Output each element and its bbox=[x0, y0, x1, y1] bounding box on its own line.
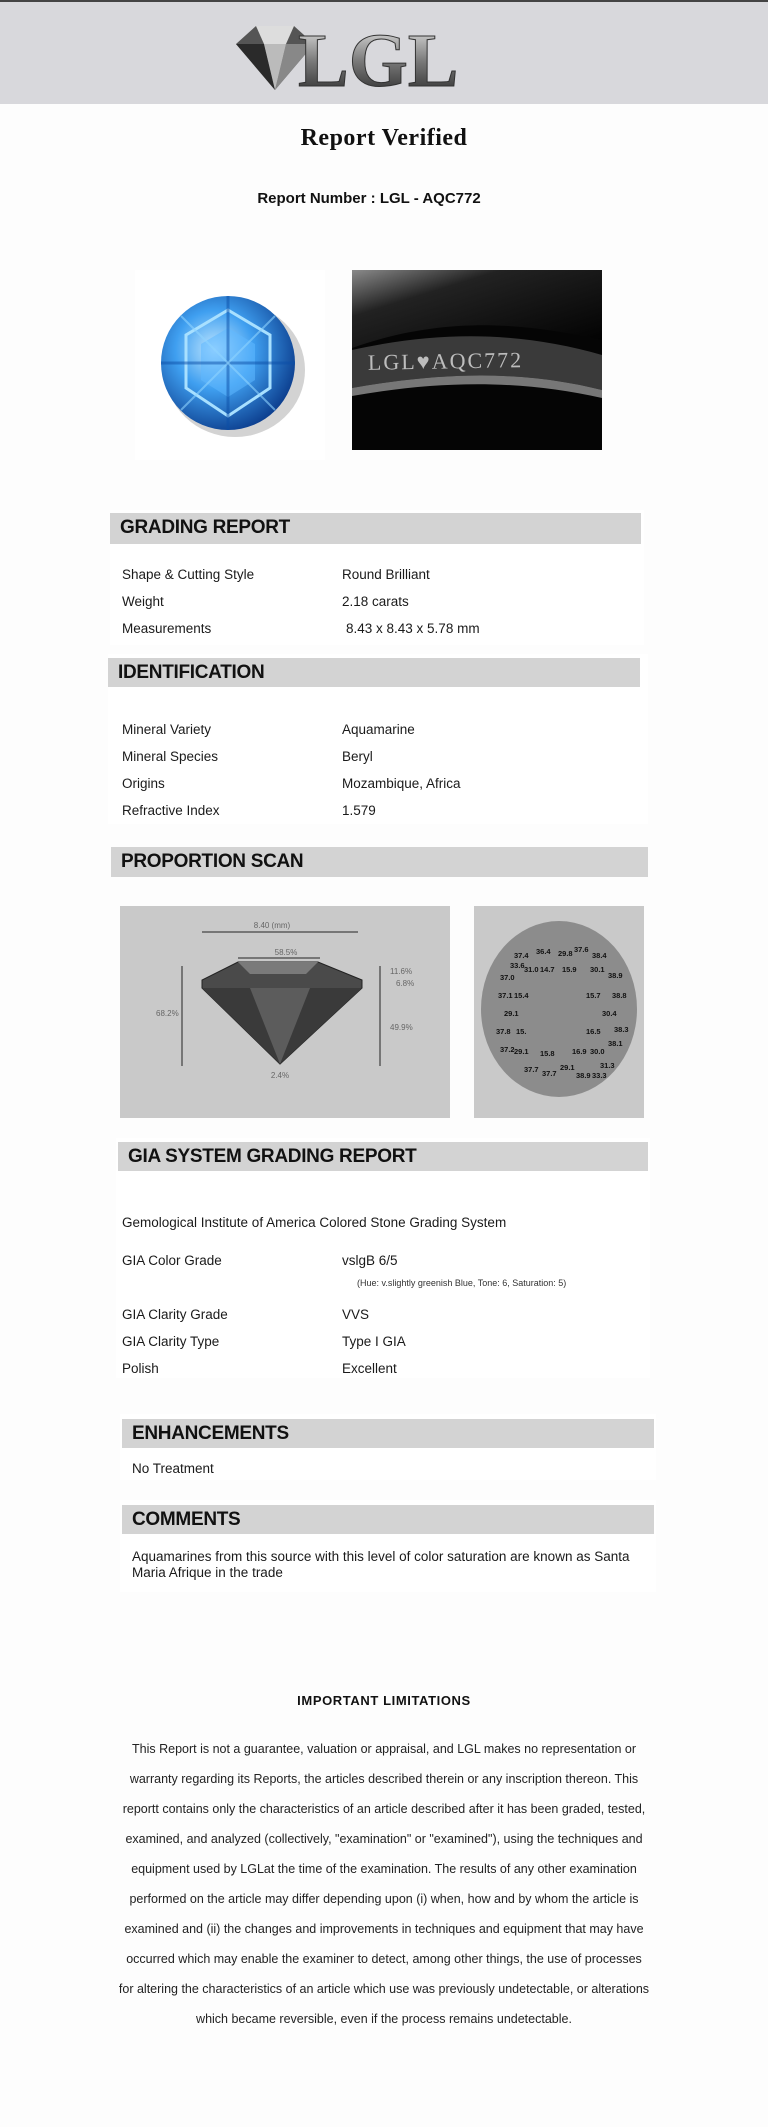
diameter-label: 8.40 (mm) bbox=[253, 921, 291, 930]
gia-heading: GIA SYSTEM GRADING REPORT bbox=[118, 1142, 648, 1171]
top-reading: 37.4 bbox=[514, 951, 529, 960]
top-readings-diagram bbox=[474, 906, 644, 1118]
top-reading: 15.4 bbox=[514, 991, 529, 1000]
top-reading: 37.8 bbox=[496, 1027, 511, 1036]
enhancements-text: No Treatment bbox=[132, 1461, 214, 1476]
gia-system-name: Gemological Institute of America Colored Stone Grading System bbox=[122, 1215, 507, 1230]
crown-height-label: 11.6% bbox=[390, 967, 413, 976]
top-reading: 38.1 bbox=[608, 1039, 623, 1048]
header-banner bbox=[0, 2, 768, 104]
top-reading: 37.1 bbox=[498, 991, 513, 1000]
top-reading: 37.7 bbox=[542, 1069, 557, 1078]
top-reading: 29.8 bbox=[558, 949, 573, 958]
top-reading: 33.6 bbox=[510, 961, 525, 970]
gem-photo bbox=[135, 270, 325, 460]
top-reading: 15.7 bbox=[586, 991, 601, 1000]
top-reading: 14.7 bbox=[540, 965, 555, 974]
culet-label: 2.4% bbox=[270, 1071, 290, 1080]
limitations-heading: IMPORTANT LIMITATIONS bbox=[297, 1693, 471, 1708]
page-title: Report Verified bbox=[300, 125, 468, 151]
table-label: 58.5% bbox=[274, 948, 298, 957]
inscription-photo bbox=[352, 270, 602, 450]
grading-report-heading: GRADING REPORT bbox=[110, 513, 641, 544]
comments-heading: COMMENTS bbox=[122, 1505, 654, 1534]
total-depth-label: 68.2% bbox=[156, 1009, 179, 1018]
top-reading: 38.9 bbox=[576, 1071, 591, 1080]
top-reading: 38.3 bbox=[614, 1025, 629, 1034]
comments-text: Aquamarines from this source with this level of color saturation are known as Santa Maria Afrique in the trade bbox=[132, 1549, 630, 1580]
top-reading: 36.4 bbox=[536, 947, 551, 956]
proportion-scan-heading: PROPORTION SCAN bbox=[111, 847, 648, 877]
top-reading: 33.3 bbox=[592, 1071, 607, 1080]
proportion-side-view bbox=[120, 906, 450, 1118]
logo-text: LGL bbox=[298, 19, 459, 96]
top-reading: 37.7 bbox=[524, 1065, 539, 1074]
top-reading: 38.4 bbox=[592, 951, 607, 960]
top-reading: 31.3 bbox=[600, 1061, 615, 1070]
report-number: Report Number : LGL - AQC772 bbox=[257, 190, 481, 207]
top-reading: 30.1 bbox=[590, 965, 605, 974]
limitations-text: This Report is not a guarantee, valuation or appraisal, and LGL makes no representation or warranty regarding its Reports, the articles described therein or any inscription thereon. This reportt contains only the characteristics of an article described after it has been graded, tested, examined, and analyzed (collectively, "examination" or "examined"), using the techniques and equipment used by LGLat the time of the examination. The results of any other examination performed on the article may differ depending upon (i) when, how and by whom the article is examined and (ii) the changes and improvements in techniques and equipment that may have occurred which may enable the examiner to detect, among other things, the use of processes for altering the characteristics of an article which use was previously undetectable, or alterations which became reversible, even if the process remains undetectable. bbox=[118, 1742, 650, 2026]
top-reading: 37.2 bbox=[500, 1045, 515, 1054]
top-reading: 37.6 bbox=[574, 945, 589, 954]
top-reading: 31.0 bbox=[524, 965, 539, 974]
top-reading: 29.1 bbox=[514, 1047, 529, 1056]
proportion-top-view bbox=[474, 906, 644, 1118]
side-profile-diagram bbox=[120, 906, 450, 1118]
top-reading: 15.8 bbox=[540, 1049, 555, 1058]
top-reading: 30.4 bbox=[602, 1009, 617, 1018]
top-reading: 16.9 bbox=[572, 1047, 587, 1056]
identification-heading: IDENTIFICATION bbox=[108, 658, 640, 687]
color-grade-note: (Hue: v.slightly greenish Blue, Tone: 6, Saturation: 5) bbox=[357, 1278, 567, 1288]
top-reading: 38.9 bbox=[608, 971, 623, 980]
top-reading: 29.1 bbox=[560, 1063, 575, 1072]
top-reading: 15.9 bbox=[562, 965, 577, 974]
top-reading: 38.8 bbox=[612, 991, 627, 1000]
top-reading: 30.0 bbox=[590, 1047, 605, 1056]
pavilion-depth-label: 49.9% bbox=[390, 1023, 413, 1032]
girdle-label: 6.8% bbox=[396, 979, 415, 988]
top-reading: 37.0 bbox=[500, 973, 515, 982]
top-reading: 29.1 bbox=[504, 1009, 519, 1018]
inscription-text: LGL♥AQC772 bbox=[367, 347, 524, 375]
top-reading: 15. bbox=[516, 1027, 527, 1036]
enhancements-heading: ENHANCEMENTS bbox=[122, 1419, 654, 1448]
top-reading: 16.5 bbox=[586, 1027, 601, 1036]
lgl-logo bbox=[228, 14, 498, 96]
